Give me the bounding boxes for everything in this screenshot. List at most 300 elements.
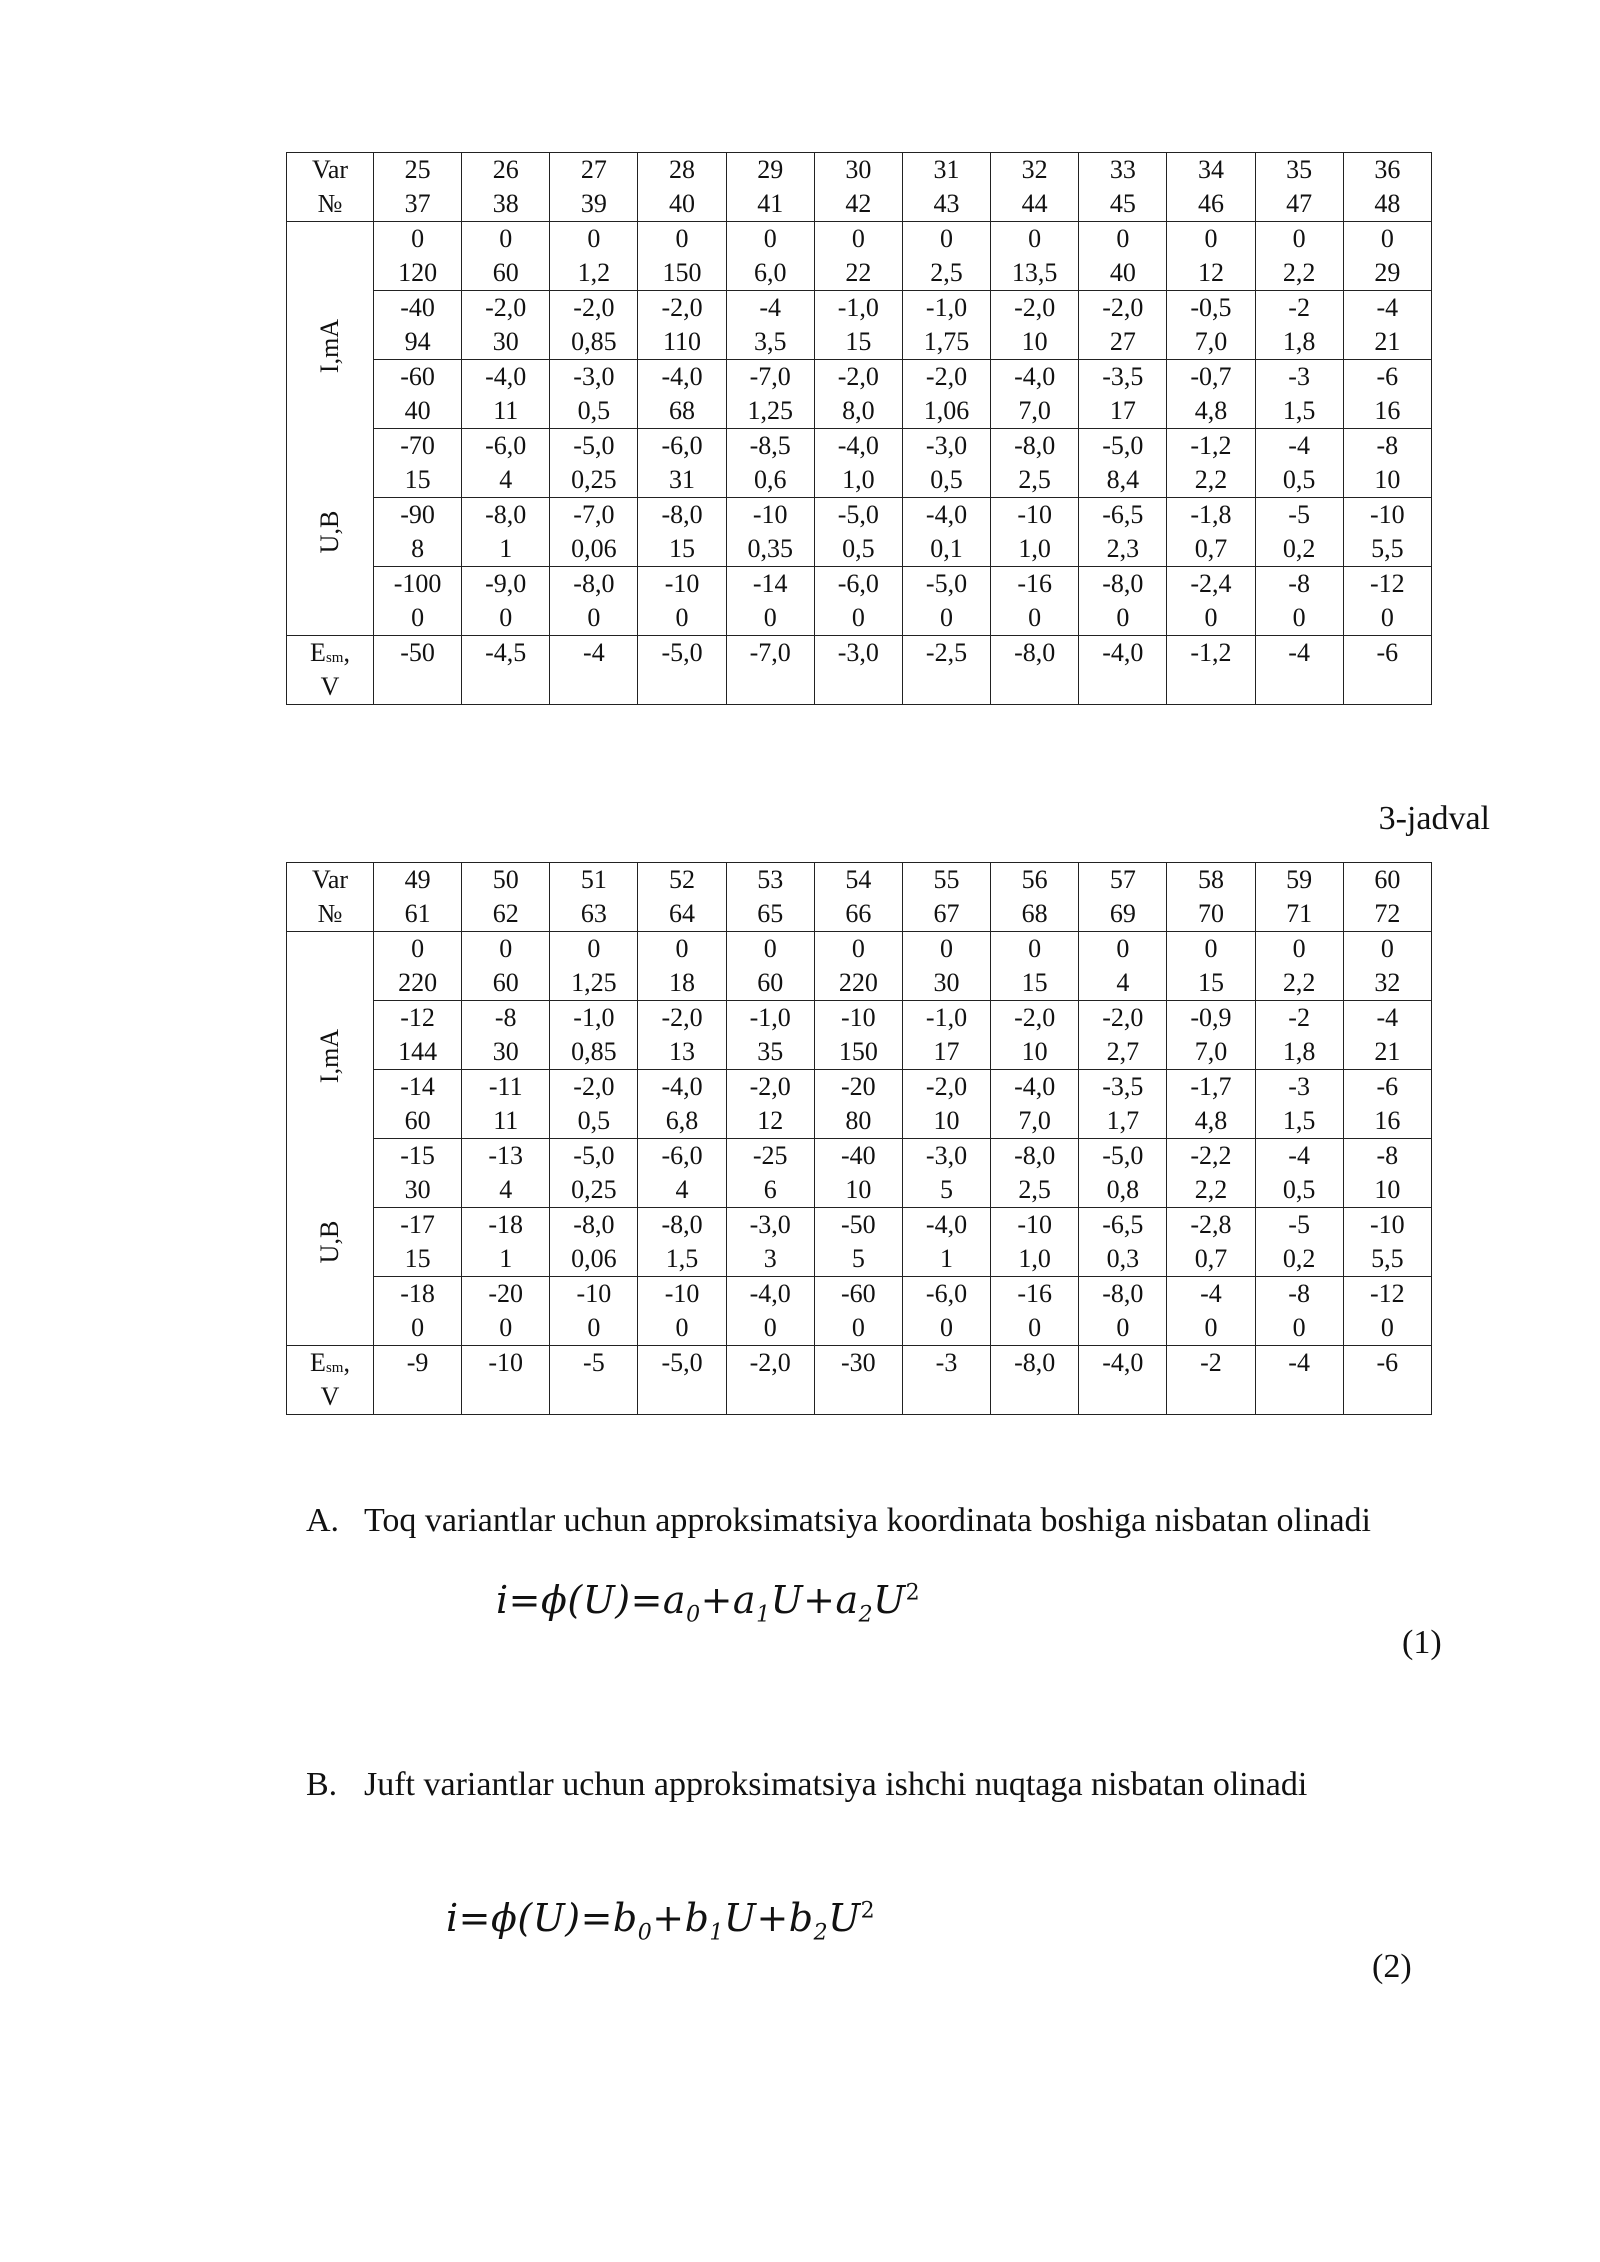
data-cell — [902, 1139, 990, 1208]
data-cell — [374, 429, 462, 498]
data-cell — [638, 1139, 726, 1208]
data-cell — [1343, 429, 1431, 498]
data-cell — [1255, 1070, 1343, 1139]
data-value-line: 17 — [933, 1037, 960, 1066]
data-cell — [550, 932, 638, 1001]
data-cell — [1343, 1070, 1431, 1139]
data-value-line: 0 — [763, 934, 777, 963]
data-value-line: 7,0 — [1018, 396, 1051, 425]
data-value-line: 13,5 — [1011, 258, 1058, 287]
data-cell — [1079, 1070, 1167, 1139]
data-cell — [638, 1208, 726, 1277]
data-cell — [1079, 1208, 1167, 1277]
esm-row — [287, 636, 1432, 705]
data-cell — [1079, 1001, 1167, 1070]
data-value-line: 11 — [493, 396, 519, 425]
data-value-line: 12 — [757, 1106, 784, 1135]
esm-value: -2,5 — [925, 638, 968, 667]
data-cell — [638, 498, 726, 567]
data-cell — [550, 1277, 638, 1346]
data-cell — [991, 1070, 1079, 1139]
data-value-line: 7,0 — [1194, 1037, 1228, 1066]
data-value-line: 0 — [763, 224, 777, 253]
data-cell — [814, 932, 902, 1001]
data-value-line: -16 — [1017, 1279, 1052, 1308]
table-row — [287, 1208, 1432, 1277]
variant-number-line: 38 — [492, 189, 519, 218]
data-value-line: 0 — [1116, 934, 1130, 963]
data-value-line: 27 — [1109, 327, 1136, 356]
esm-value-cell — [638, 1346, 726, 1415]
data-value-line: -20 — [841, 1072, 876, 1101]
data-cell — [374, 567, 462, 636]
data-value-line: -10 — [664, 569, 700, 598]
data-value-line: 0 — [587, 224, 601, 253]
data-cell — [550, 360, 638, 429]
data-value-line: 2,2 — [1282, 968, 1316, 997]
data-value-line: -1,8 — [1190, 500, 1232, 529]
equation-number-2: (2) — [1372, 1948, 1412, 1985]
data-value-line: -60 — [841, 1279, 876, 1308]
table-row — [287, 1277, 1432, 1346]
data-value-line: 29 — [1374, 258, 1401, 287]
data-value-line: 0 — [940, 224, 954, 253]
data-value-line: 10 — [845, 1175, 872, 1204]
data-cell — [726, 429, 814, 498]
data-cell — [1255, 222, 1343, 291]
data-value-line: 0,5 — [842, 534, 875, 563]
data-value-line: -4 — [759, 293, 782, 322]
variant-number-line: 37 — [404, 189, 431, 218]
data-value-line: -2,0 — [925, 362, 968, 391]
data-value-line: 4 — [499, 1175, 513, 1204]
esm-value: -4,5 — [485, 638, 527, 667]
data-value-line: -4,0 — [925, 1210, 968, 1239]
data-cell — [726, 1139, 814, 1208]
data-cell — [1255, 1208, 1343, 1277]
data-cell — [1343, 291, 1431, 360]
variant-number-cell — [1343, 153, 1431, 222]
variant-number-line: 56 — [1021, 865, 1048, 894]
data-value-line: -6,5 — [1102, 1210, 1144, 1239]
data-value-line: -5 — [1288, 1210, 1310, 1239]
data-cell — [991, 567, 1079, 636]
data-value-line: 60 — [492, 968, 519, 997]
data-value-line: -0,9 — [1190, 1003, 1232, 1032]
esm-value: -5 — [583, 1348, 605, 1377]
data-value-line: 0 — [675, 934, 689, 963]
data-value-line: 120 — [398, 258, 438, 287]
data-value-line: -2,0 — [925, 1072, 968, 1101]
data-value-line: 0,06 — [571, 534, 617, 563]
data-value-line: 6,0 — [753, 258, 787, 287]
variant-number-cell — [462, 863, 550, 932]
esm-value-cell — [462, 1346, 550, 1415]
variant-number-cell — [374, 863, 462, 932]
data-value-line: -5 — [1288, 500, 1310, 529]
data-cell — [1343, 360, 1431, 429]
data-value-line: -8,0 — [1014, 431, 1056, 460]
data-cell — [1255, 567, 1343, 636]
data-cell — [1255, 429, 1343, 498]
data-cell — [1167, 360, 1255, 429]
data-value-line: -3,5 — [1102, 1072, 1144, 1101]
variant-number-cell — [814, 153, 902, 222]
data-value-line: 0 — [587, 1313, 601, 1342]
variant-number-line: 43 — [933, 189, 960, 218]
data-cell — [902, 932, 990, 1001]
esm-value: -10 — [488, 1348, 524, 1377]
data-cell — [1255, 932, 1343, 1001]
data-value-line: -5,0 — [573, 431, 615, 460]
data-value-line: 0 — [1204, 1313, 1218, 1342]
data-cell — [1079, 567, 1167, 636]
formula-1-lhs: i=ϕ(U)= — [496, 1578, 663, 1622]
data-cell — [374, 932, 462, 1001]
data-value-line: 1,5 — [1282, 396, 1316, 425]
data-cell — [726, 222, 814, 291]
data-cell — [638, 291, 726, 360]
data-value-line: -6,0 — [485, 431, 527, 460]
data-cell — [462, 1001, 550, 1070]
formula-1-sub: 0 — [686, 1602, 701, 1628]
table-row — [287, 1001, 1432, 1070]
data-value-line: 0 — [1028, 934, 1042, 963]
data-value-line: 15 — [1197, 968, 1224, 997]
data-value-line: -20 — [488, 1279, 524, 1308]
table-row — [287, 222, 1432, 291]
voltage-label: U,B — [315, 1220, 344, 1264]
esm-value: -5,0 — [661, 1348, 703, 1377]
data-value-line: -8 — [494, 1003, 517, 1032]
data-value-line: 32 — [1374, 968, 1401, 997]
variant-number-cell — [550, 863, 638, 932]
esm-value-cell — [1079, 1346, 1167, 1415]
data-cell — [1079, 429, 1167, 498]
data-value-line: -3,5 — [1102, 362, 1144, 391]
variant-number-line: 59 — [1286, 865, 1313, 894]
formula-1-plus: + — [803, 1578, 836, 1622]
axis-label-cell — [287, 932, 374, 1346]
data-cell — [1343, 1001, 1431, 1070]
data-cell — [550, 429, 638, 498]
data-value-line: -2,0 — [1102, 293, 1144, 322]
esm-unit: V — [320, 672, 340, 701]
data-value-line: -2,2 — [1190, 1141, 1232, 1170]
data-value-line: 220 — [398, 968, 438, 997]
data-value-line: 110 — [663, 327, 702, 356]
data-value-line: 2,2 — [1194, 1175, 1228, 1204]
esm-value-cell — [550, 1346, 638, 1415]
data-value-line: 15 — [404, 1244, 431, 1273]
data-value-line: 0,5 — [930, 465, 963, 494]
formula-2-var: U — [828, 1896, 861, 1940]
data-cell — [1167, 429, 1255, 498]
data-value-line: 1,0 — [1018, 534, 1051, 563]
esm-value: -4,0 — [1102, 638, 1144, 667]
data-value-line: 0,5 — [577, 396, 611, 425]
data-value-line: -14 — [752, 569, 788, 598]
data-value-line: 0,85 — [571, 1037, 617, 1066]
data-cell — [550, 567, 638, 636]
variant-number-line: 67 — [933, 899, 960, 928]
data-value-line: -2,0 — [749, 1072, 791, 1101]
esm-value-cell — [1255, 1346, 1343, 1415]
variant-number-line: 51 — [580, 865, 607, 894]
data-value-line: 15 — [1021, 968, 1048, 997]
data-value-line: -13 — [488, 1141, 524, 1170]
esm-value-cell — [462, 636, 550, 705]
data-cell — [462, 1277, 550, 1346]
data-cell — [726, 1001, 814, 1070]
data-value-line: 1 — [499, 534, 513, 563]
variant-number-line: 42 — [845, 189, 872, 218]
data-value-line: -10 — [1370, 500, 1405, 529]
variant-number-line: 53 — [757, 865, 784, 894]
variant-number-line: 25 — [404, 155, 431, 184]
data-cell — [902, 1277, 990, 1346]
esm-subscript: sm — [325, 1360, 344, 1376]
esm-value-cell — [1167, 636, 1255, 705]
data-cell — [991, 1208, 1079, 1277]
data-value-line: -4 — [1288, 431, 1310, 460]
data-value-line: 15 — [669, 534, 696, 563]
data-value-line: -2,0 — [1014, 293, 1056, 322]
data-value-line: -16 — [1017, 569, 1052, 598]
variant-table-1-body — [287, 153, 1432, 705]
data-value-line: 15 — [404, 465, 431, 494]
formula-1-plus: + — [700, 1578, 733, 1622]
data-value-line: -2,0 — [1014, 1003, 1056, 1032]
data-cell — [1167, 1001, 1255, 1070]
data-value-line: -5,0 — [573, 1141, 615, 1170]
esm-value: -50 — [400, 638, 435, 667]
data-cell — [1255, 1139, 1343, 1208]
esm-value: -5,0 — [661, 638, 703, 667]
data-cell — [726, 1277, 814, 1346]
data-cell — [638, 1070, 726, 1139]
data-value-line: -1,0 — [837, 293, 879, 322]
formula-2-coef: b — [788, 1896, 814, 1940]
data-cell — [1079, 291, 1167, 360]
esm-value: -1,2 — [1190, 638, 1232, 667]
variant-table-2-body — [287, 863, 1432, 1415]
data-cell — [462, 360, 550, 429]
variant-number-line: 33 — [1109, 155, 1136, 184]
data-value-line: -12 — [1370, 1279, 1405, 1308]
data-value-line: 0 — [1028, 224, 1042, 253]
data-value-line: 0 — [411, 603, 425, 632]
item-a — [306, 1502, 1371, 1540]
esm-value-cell — [726, 636, 814, 705]
esm-value: -2,0 — [749, 1348, 791, 1377]
data-value-line: -100 — [393, 569, 442, 598]
data-value-line: 16 — [1374, 396, 1401, 425]
data-cell — [726, 498, 814, 567]
esm-value-cell — [374, 1346, 462, 1415]
data-value-line: -8,0 — [485, 500, 527, 529]
data-cell — [374, 1277, 462, 1346]
variant-table-1 — [286, 152, 1432, 705]
data-value-line: 0 — [1116, 603, 1130, 632]
data-value-line: 150 — [838, 1037, 878, 1066]
variant-number-line: 72 — [1374, 899, 1401, 928]
data-value-line: 1 — [940, 1244, 954, 1273]
data-value-line: -6,0 — [925, 1279, 968, 1308]
data-value-line: -10 — [752, 500, 788, 529]
data-value-line: 4,8 — [1194, 1106, 1228, 1135]
variant-number-line: 26 — [492, 155, 519, 184]
variant-number-line: 63 — [580, 899, 607, 928]
data-value-line: 0 — [499, 1313, 513, 1342]
data-cell — [1255, 1277, 1343, 1346]
esm-value-cell — [814, 636, 902, 705]
variant-number-line: 52 — [669, 865, 696, 894]
data-cell — [991, 291, 1079, 360]
data-cell — [374, 1001, 462, 1070]
data-value-line: 0 — [1292, 934, 1306, 963]
data-value-line: -40 — [841, 1141, 876, 1170]
data-value-line: -2,8 — [1190, 1210, 1232, 1239]
data-value-line: 0,85 — [571, 327, 617, 356]
equation-number-1: (1) — [1402, 1624, 1442, 1661]
formula-2-coef: b — [684, 1896, 710, 1940]
formula-2-plus: + — [652, 1896, 685, 1940]
variant-number-cell — [638, 863, 726, 932]
data-value-line: 22 — [845, 258, 872, 287]
data-value-line: 0 — [499, 224, 513, 253]
esm-label-cell — [287, 636, 374, 705]
data-value-line: 40 — [404, 396, 431, 425]
variant-label-line: Var — [311, 865, 349, 894]
data-cell — [638, 222, 726, 291]
data-value-line: 4 — [675, 1175, 689, 1204]
data-cell — [991, 1277, 1079, 1346]
data-value-line: 2,5 — [1018, 465, 1051, 494]
data-value-line: -17 — [400, 1210, 435, 1239]
data-value-line: -6,0 — [837, 569, 879, 598]
data-cell — [1167, 222, 1255, 291]
data-value-line: -5,0 — [925, 569, 968, 598]
table-row — [287, 1139, 1432, 1208]
data-value-line: 60 — [404, 1106, 431, 1135]
data-value-line: 0 — [1116, 224, 1130, 253]
data-value-line: 0 — [411, 224, 425, 253]
data-value-line: -14 — [400, 1072, 435, 1101]
data-cell — [462, 498, 550, 567]
data-value-line: 0,5 — [577, 1106, 611, 1135]
data-value-line: -4,0 — [661, 1072, 703, 1101]
data-cell — [814, 498, 902, 567]
data-value-line: 0 — [1292, 603, 1306, 632]
item-b-text: Juft variantlar uchun approksimatsiya ishchi nuqtaga nisbatan olinadi — [364, 1766, 1308, 1803]
data-cell — [1167, 1070, 1255, 1139]
data-cell — [1167, 932, 1255, 1001]
data-value-line: 8,0 — [842, 396, 875, 425]
esm-value: -6 — [1376, 1348, 1399, 1377]
data-cell — [1255, 1001, 1343, 1070]
data-cell — [638, 1001, 726, 1070]
variant-number-line: 68 — [1021, 899, 1048, 928]
data-value-line: -8,0 — [1102, 1279, 1144, 1308]
esm-value: -2 — [1200, 1348, 1222, 1377]
data-value-line: 1,8 — [1282, 1037, 1316, 1066]
data-value-line: -15 — [400, 1141, 435, 1170]
data-value-line: 144 — [398, 1037, 438, 1066]
data-value-line: 4 — [1116, 968, 1130, 997]
data-cell — [374, 1208, 462, 1277]
variant-number-line: 58 — [1197, 865, 1224, 894]
variant-number-cell — [814, 863, 902, 932]
data-value-line: 0 — [1292, 1313, 1306, 1342]
variant-number-line: 27 — [580, 155, 607, 184]
data-value-line: 0 — [763, 603, 777, 632]
variant-number-line: 66 — [845, 899, 872, 928]
data-value-line: -40 — [400, 293, 435, 322]
variant-number-cell — [902, 153, 990, 222]
data-value-line: 0 — [587, 603, 601, 632]
data-value-line: 1,5 — [665, 1244, 699, 1273]
data-value-line: -5,0 — [837, 500, 879, 529]
data-value-line: -8,5 — [749, 431, 791, 460]
data-value-line: 10 — [1021, 1037, 1048, 1066]
data-cell — [462, 932, 550, 1001]
data-value-line: -4,0 — [661, 362, 703, 391]
data-value-line: 0,25 — [571, 465, 617, 494]
data-value-line: 1,8 — [1282, 327, 1316, 356]
variant-number-line: 62 — [492, 899, 519, 928]
formula-2 — [446, 1896, 875, 1946]
data-value-line: 0,2 — [1282, 534, 1316, 563]
voltage-label: U,B — [315, 510, 344, 554]
data-cell — [374, 360, 462, 429]
table-row — [287, 291, 1432, 360]
variant-number-line: 32 — [1021, 155, 1048, 184]
data-value-line: 30 — [933, 968, 960, 997]
esm-value: -3 — [935, 1348, 958, 1377]
variant-number-cell — [1079, 863, 1167, 932]
data-cell — [902, 498, 990, 567]
data-value-line: 0 — [499, 603, 513, 632]
esm-value-cell — [991, 636, 1079, 705]
data-value-line: -25 — [752, 1141, 788, 1170]
variant-number-cell — [550, 153, 638, 222]
data-value-line: 0 — [499, 934, 513, 963]
esm-value: -4 — [583, 638, 605, 667]
data-cell — [1079, 1139, 1167, 1208]
data-value-line: -0,5 — [1190, 293, 1232, 322]
data-value-line: 150 — [662, 258, 702, 287]
esm-value: -8,0 — [1014, 638, 1056, 667]
esm-value-cell — [1343, 636, 1431, 705]
data-value-line: 0,2 — [1282, 1244, 1316, 1273]
data-value-line: 0 — [675, 224, 689, 253]
variant-number-line: 36 — [1374, 155, 1401, 184]
data-value-line: -18 — [400, 1279, 435, 1308]
formula-2-sub: 1 — [709, 1920, 724, 1946]
data-value-line: -1,2 — [1190, 431, 1232, 460]
data-cell — [1079, 498, 1167, 567]
data-value-line: 8 — [411, 534, 425, 563]
variant-number-line: 50 — [492, 865, 519, 894]
variant-table-2 — [286, 862, 1432, 1415]
data-value-line: 0 — [851, 934, 865, 963]
data-cell — [814, 1277, 902, 1346]
variant-number-line: 45 — [1109, 189, 1136, 218]
variant-number-cell — [1079, 153, 1167, 222]
data-value-line: 21 — [1374, 1037, 1401, 1066]
variant-number-line: 47 — [1286, 189, 1313, 218]
